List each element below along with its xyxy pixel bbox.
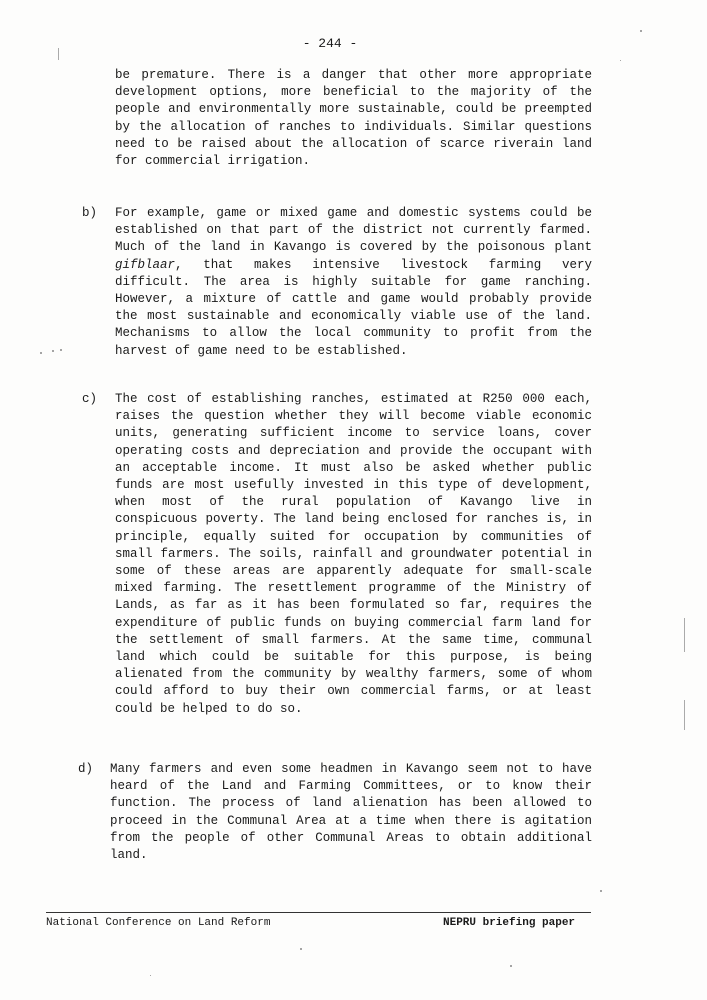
footer-paper-label: NEPRU briefing paper xyxy=(443,917,576,929)
paragraph-c xyxy=(115,391,592,718)
paragraph-b-text xyxy=(115,205,592,360)
scan-speck xyxy=(600,890,602,892)
footer-divider xyxy=(46,912,591,913)
scan-speck xyxy=(60,349,62,351)
paragraph-b-text-after: , that makes intensive livestock farming very difficult. The area is highly suitable for game ranching. However, a mixture of cattle and game would probably provide the most sustainable and economically viable use of the land. Mechanisms to allow the local community to profit from the harvest of game need to be established. xyxy=(115,257,592,358)
item-marker-c: c) xyxy=(82,392,98,406)
footer-conference-title: National Conference on Land Reform xyxy=(46,917,271,929)
paragraph-b-text-before: For example, game or mixed game and domestic systems could be established on that part of the district not currently farmed. Much of the land in Kavango is covered by the poisonous plant xyxy=(115,206,592,255)
scan-speck xyxy=(40,352,42,354)
scan-speck xyxy=(300,948,302,950)
paragraph-b xyxy=(115,205,592,360)
scan-speck xyxy=(620,60,621,61)
paragraph-intro-text: be premature. There is a danger that other more appropriate development options, more beneficial to the majority of the people and environmentally more sustainable, could be preempted by the allocation of ranches to individuals. Similar questions need to be raised about the allocation of scarce riverain land for commercial irrigation. xyxy=(115,68,592,169)
scan-speck xyxy=(150,975,151,976)
paragraph-intro xyxy=(115,67,592,170)
paragraph-d-text: Many farmers and even some headmen in Kavango seem not to have heard of the Land and Farming Committees, or to know their function. The process of land alienation has been allowed to proceed in the Communal Area at a time when there is agitation from the people of other Communal Areas to obtain additional land. xyxy=(110,762,592,863)
scan-margin-mark xyxy=(58,48,59,60)
scan-margin-mark xyxy=(684,700,685,730)
paragraph-b-italic-term: gifblaar xyxy=(115,257,176,272)
page-number: - 244 - xyxy=(302,36,358,51)
item-marker-d: d) xyxy=(78,762,94,776)
scan-speck xyxy=(52,350,54,352)
scan-speck xyxy=(640,30,642,32)
paragraph-c-text: The cost of establishing ranches, estimated at R250 000 each, raises the question whether they will become viable economic units, generating sufficient income to service loans, cover operating costs and depreciation and provide the occupant with an acceptable income. It must also be asked whether public funds are most usefully invested in this type of development, when most of the rural population of Kavango live in conspicuous poverty. The land being enclosed for ranches is, in principle, equally suited for occupation by communities of small farmers. The soils, rainfall and groundwater potential in some of these areas are apparently adequate for small-scale mixed farming. The resettlement programme of the Ministry of Lands, as far as it has been formulated so far, requires the expenditure of public funds on buying commercial farm land for the settlement of small farmers. At the same time, communal land which could be suitable for this purpose, is being alienated from the community by wealthy farmers, some of whom could afford to buy their own commercial farms, or at least could be helped to do so. xyxy=(115,392,592,716)
item-marker-b: b) xyxy=(82,206,98,220)
paragraph-d xyxy=(110,761,592,864)
scan-margin-mark xyxy=(684,618,685,652)
scan-speck xyxy=(510,965,512,967)
